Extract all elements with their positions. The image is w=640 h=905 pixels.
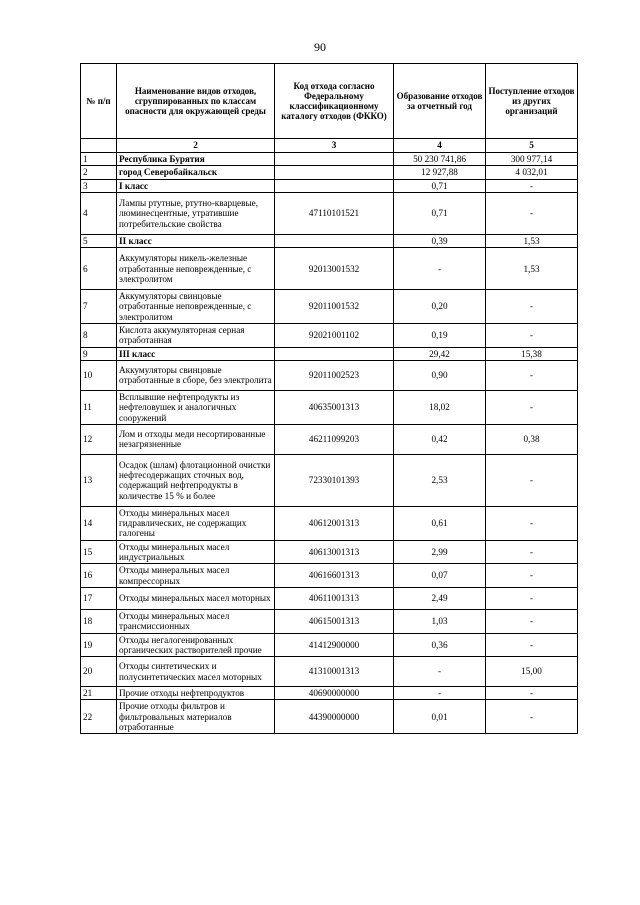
- table-row: [81, 454, 578, 506]
- row-number: 11: [81, 390, 117, 424]
- formed-amount: 0,90: [394, 360, 486, 390]
- column-number: 5: [486, 139, 578, 153]
- waste-name: Республика Бурятия: [117, 153, 275, 166]
- table-header-row: [81, 64, 578, 139]
- formed-amount: 0,01: [394, 700, 486, 734]
- received-amount: 300 977,14: [486, 153, 578, 166]
- column-number-row: [81, 139, 578, 153]
- table-row: [81, 633, 578, 657]
- column-number: 3: [275, 139, 394, 153]
- row-number: 18: [81, 609, 117, 633]
- row-number: 19: [81, 633, 117, 657]
- received-amount: -: [486, 609, 578, 633]
- formed-amount: 2,53: [394, 454, 486, 506]
- table-row: [81, 347, 578, 360]
- fkko-code: [275, 179, 394, 192]
- fkko-code: [275, 234, 394, 247]
- page-number: 90: [314, 40, 326, 54]
- row-number: 20: [81, 657, 117, 687]
- formed-amount: 50 230 741,86: [394, 153, 486, 166]
- fkko-code: [275, 166, 394, 179]
- table-row: [81, 687, 578, 700]
- waste-name: Отходы минеральных масел компрессорных: [117, 564, 275, 588]
- formed-amount: 0,36: [394, 633, 486, 657]
- received-amount: -: [486, 360, 578, 390]
- table-row: [81, 506, 578, 540]
- row-number: 4: [81, 192, 117, 234]
- fkko-code: [275, 347, 394, 360]
- row-number: 12: [81, 424, 117, 454]
- received-amount: 1,53: [486, 234, 578, 247]
- received-amount: -: [486, 454, 578, 506]
- received-amount: -: [486, 587, 578, 609]
- waste-name: город Северобайкальск: [117, 166, 275, 179]
- fkko-code: 92021001102: [275, 324, 394, 348]
- table-row: [81, 424, 578, 454]
- row-number: 10: [81, 360, 117, 390]
- formed-amount: -: [394, 657, 486, 687]
- row-number: 21: [81, 687, 117, 700]
- formed-amount: 0,42: [394, 424, 486, 454]
- received-amount: -: [486, 324, 578, 348]
- received-amount: -: [486, 290, 578, 324]
- fkko-code: 92011001532: [275, 290, 394, 324]
- waste-name: Отходы минеральных масел моторных: [117, 587, 275, 609]
- waste-name: Лом и отходы меди несортированные незагрязненные: [117, 424, 275, 454]
- header-received: Поступление отходов из других организаций: [486, 64, 578, 139]
- waste-name: Отходы синтетических и полусинтетических масел моторных: [117, 657, 275, 687]
- table-row: [81, 700, 578, 734]
- row-number: 2: [81, 166, 117, 179]
- table-row: [81, 657, 578, 687]
- fkko-code: 40616601313: [275, 564, 394, 588]
- formed-amount: 0,61: [394, 506, 486, 540]
- row-number: 22: [81, 700, 117, 734]
- fkko-code: 40613001313: [275, 540, 394, 564]
- waste-table: [80, 63, 578, 734]
- table-row: [81, 179, 578, 192]
- column-number: 2: [117, 139, 275, 153]
- table-row: [81, 153, 578, 166]
- formed-amount: -: [394, 248, 486, 290]
- table-body: [81, 153, 578, 734]
- table-row: [81, 609, 578, 633]
- formed-amount: 18,02: [394, 390, 486, 424]
- row-number: 5: [81, 234, 117, 247]
- fkko-code: 47110101521: [275, 192, 394, 234]
- row-number: 14: [81, 506, 117, 540]
- waste-name: Отходы негалогенированных органических растворителей прочие: [117, 633, 275, 657]
- fkko-code: 41412900000: [275, 633, 394, 657]
- waste-name: Отходы минеральных масел индустриальных: [117, 540, 275, 564]
- table-row: [81, 166, 578, 179]
- column-number: 4: [394, 139, 486, 153]
- received-amount: -: [486, 540, 578, 564]
- waste-name: Прочие отходы нефтепродуктов: [117, 687, 275, 700]
- waste-name: Аккумуляторы никель-железные отработанные неповрежденные, с электролитом: [117, 248, 275, 290]
- formed-amount: 0,07: [394, 564, 486, 588]
- row-number: 9: [81, 347, 117, 360]
- waste-name: Лампы ртутные, ртутно-кварцевые, люминесцентные, утратившие потребительские свойства: [117, 192, 275, 234]
- header-formed: Образование отходов за отчетный год: [394, 64, 486, 139]
- waste-name: Отходы минеральных масел трансмиссионных: [117, 609, 275, 633]
- row-number: 17: [81, 587, 117, 609]
- table-row: [81, 360, 578, 390]
- received-amount: 15,00: [486, 657, 578, 687]
- row-number: 16: [81, 564, 117, 588]
- fkko-code: 40615001313: [275, 609, 394, 633]
- table-row: [81, 248, 578, 290]
- row-number: 8: [81, 324, 117, 348]
- row-number: 7: [81, 290, 117, 324]
- received-amount: -: [486, 192, 578, 234]
- table-row: [81, 564, 578, 588]
- received-amount: -: [486, 506, 578, 540]
- fkko-code: 40611001313: [275, 587, 394, 609]
- fkko-code: 40612001313: [275, 506, 394, 540]
- row-number: 3: [81, 179, 117, 192]
- received-amount: -: [486, 564, 578, 588]
- table-row: [81, 390, 578, 424]
- row-number: 6: [81, 248, 117, 290]
- table-row: [81, 587, 578, 609]
- formed-amount: 0,39: [394, 234, 486, 247]
- formed-amount: 0,71: [394, 179, 486, 192]
- formed-amount: 12 927,88: [394, 166, 486, 179]
- waste-name: II класс: [117, 234, 275, 247]
- table-row: [81, 234, 578, 247]
- formed-amount: 0,20: [394, 290, 486, 324]
- formed-amount: 0,19: [394, 324, 486, 348]
- formed-amount: 29,42: [394, 347, 486, 360]
- formed-amount: 2,99: [394, 540, 486, 564]
- waste-name: Отходы минеральных масел гидравлических, не содержащих галогены: [117, 506, 275, 540]
- waste-name: Кислота аккумуляторная серная отработанная: [117, 324, 275, 348]
- waste-name: Аккумуляторы свинцовые отработанные в сборе, без электролита: [117, 360, 275, 390]
- received-amount: -: [486, 687, 578, 700]
- table-row: [81, 290, 578, 324]
- received-amount: 4 032,01: [486, 166, 578, 179]
- fkko-code: 46211099203: [275, 424, 394, 454]
- row-number: 15: [81, 540, 117, 564]
- waste-name: Осадок (шлам) флотационной очистки нефтесодержащих сточных вод, содержащий нефтепродукты в количестве 15 % и более: [117, 454, 275, 506]
- waste-name: III класс: [117, 347, 275, 360]
- formed-amount: 2,49: [394, 587, 486, 609]
- table-row: [81, 540, 578, 564]
- header-code: Код отхода согласно Федеральному классификационному каталогу отходов (ФККО): [275, 64, 394, 139]
- fkko-code: 92011002523: [275, 360, 394, 390]
- received-amount: 0,38: [486, 424, 578, 454]
- fkko-code: 40635001313: [275, 390, 394, 424]
- fkko-code: 44390000000: [275, 700, 394, 734]
- received-amount: -: [486, 179, 578, 192]
- fkko-code: 40690000000: [275, 687, 394, 700]
- received-amount: -: [486, 633, 578, 657]
- received-amount: -: [486, 390, 578, 424]
- row-number: 1: [81, 153, 117, 166]
- formed-amount: -: [394, 687, 486, 700]
- column-number-empty: [81, 139, 117, 153]
- row-number: 13: [81, 454, 117, 506]
- header-num: № п/п: [81, 64, 117, 139]
- waste-name: Прочие отходы фильтров и фильтровальных материалов отработанные: [117, 700, 275, 734]
- received-amount: 1,53: [486, 248, 578, 290]
- formed-amount: 0,71: [394, 192, 486, 234]
- received-amount: -: [486, 700, 578, 734]
- table-row: [81, 192, 578, 234]
- fkko-code: 72330101393: [275, 454, 394, 506]
- waste-name: Аккумуляторы свинцовые отработанные неповрежденные, с электролитом: [117, 290, 275, 324]
- formed-amount: 1,03: [394, 609, 486, 633]
- fkko-code: 41310001313: [275, 657, 394, 687]
- received-amount: 15,38: [486, 347, 578, 360]
- fkko-code: [275, 153, 394, 166]
- waste-name: Всплывшие нефтепродукты из нефтеловушек и аналогичных сооружений: [117, 390, 275, 424]
- fkko-code: 92013001532: [275, 248, 394, 290]
- waste-name: I класс: [117, 179, 275, 192]
- header-name: Наименование видов отходов, сгруппированных по классам опасности для окружающей среды: [117, 64, 275, 139]
- table-row: [81, 324, 578, 348]
